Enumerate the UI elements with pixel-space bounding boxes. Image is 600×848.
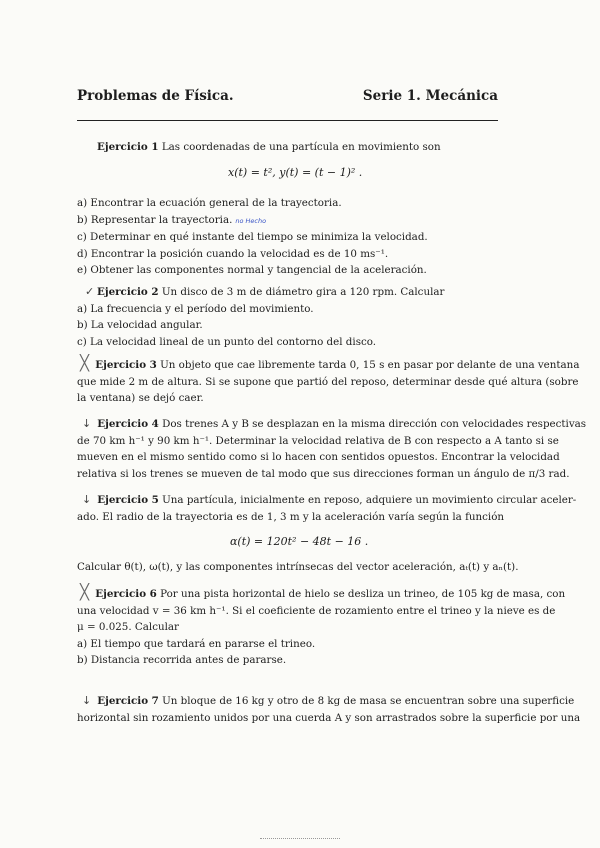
exercise-5-line-3: Calcular θ(t), ω(t), y las componentes intrínsecas del vector aceleración, aₜ(t) y aₙ(t). xyxy=(77,561,519,573)
arrow-mark-icon: ↓ xyxy=(82,493,92,506)
exercise-1-item-b: b) Representar la trayectoria. xyxy=(77,213,233,226)
exercise-3 xyxy=(77,354,580,407)
exercise-1-intro: Las coordenadas de una partícula en movimiento son xyxy=(161,141,441,153)
exercise-3-line-2: que mide 2 m de altura. Si se supone que partió del reposo, determinar desde qué altura (sobre xyxy=(77,375,579,388)
exercise-6-label: Ejercicio 6 xyxy=(95,588,157,600)
exercise-4-line-3: mueven en el mismo sentido como si lo hacen con sentidos opuestos. Encontrar la velocidad xyxy=(77,451,560,463)
course-title: Problemas de Física. xyxy=(77,88,234,104)
exercise-3-line-1: Un objeto que cae libremente tarda 0, 15 s en pasar por delante de una ventana xyxy=(160,359,580,371)
series-title: Serie 1. Mecánica xyxy=(362,88,498,104)
exercise-1-items xyxy=(77,195,502,279)
exercise-4 xyxy=(77,416,587,482)
exercise-7 xyxy=(77,693,581,726)
cross-mark-icon: ╳ xyxy=(80,354,90,372)
exercise-1-label: Ejercicio 1 xyxy=(97,141,159,153)
exercise-2-item-c: c) La velocidad lineal de un punto del contorno del disco. xyxy=(77,335,377,348)
arrow-mark-icon: ↓ xyxy=(82,417,92,430)
exercise-3-label: Ejercicio 3 xyxy=(95,359,157,371)
handwritten-note: no Hecho xyxy=(235,216,267,225)
exercise-7-line-2: horizontal sin rozamiento unidos por una cuerda A y son arrastrados sobre la superficie por una xyxy=(77,711,581,724)
exercise-4-line-2: de 70 km h⁻¹ y 90 km h⁻¹. Determinar la velocidad relativa de B con respecto a A tanto si se xyxy=(77,434,559,447)
exercise-1-item-e: e) Obtener las componentes normal y tangencial de la aceleración. xyxy=(77,264,427,276)
exercise-1-item-b-row xyxy=(77,212,502,230)
exercise-5-line-2: ado. El radio de la trayectoria es de 1, 3 m y la aceleración varía según la función xyxy=(77,510,505,523)
exercise-7-line-1: Un bloque de 16 kg y otro de 8 kg de masa se encuentran sobre una superficie xyxy=(162,695,575,707)
exercise-5-formula: α(t) = 120t² − 48t − 16 . xyxy=(230,535,369,548)
exercise-6-line-2: una velocidad v = 36 km h⁻¹. Si el coeficiente de rozamiento entre el trineo y la nieve es de xyxy=(77,604,556,617)
arrow-mark-icon: ↓ xyxy=(82,694,92,707)
exercise-3-line-3: la ventana) se dejó caer. xyxy=(77,392,204,404)
exercise-1 xyxy=(77,139,502,156)
cross-mark-icon: ╳ xyxy=(80,583,90,601)
scan-artifact xyxy=(260,838,340,839)
exercise-6 xyxy=(77,583,566,669)
page-header xyxy=(77,88,498,104)
exercise-5-after xyxy=(77,559,519,576)
exercise-1-item-c: c) Determinar en qué instante del tiempo se minimiza la velocidad. xyxy=(77,231,428,243)
exercise-6-item-b: b) Distancia recorrida antes de pararse. xyxy=(77,654,287,666)
exercise-2-label: Ejercicio 2 xyxy=(97,286,159,298)
exercise-5-line-1: Una partícula, inicialmente en reposo, adquiere un movimiento circular aceler- xyxy=(162,494,577,506)
exercise-2-intro: Un disco de 3 m de diámetro gira a 120 rpm. Calcular xyxy=(161,286,445,298)
check-mark-icon: ✓ xyxy=(85,285,95,298)
exercise-2-item-b: b) La velocidad angular. xyxy=(77,319,203,331)
exercise-6-line-1: Por una pista horizontal de hielo se desliza un trineo, de 105 kg de masa, con xyxy=(160,588,566,600)
exercise-2 xyxy=(77,284,502,350)
exercise-7-label: Ejercicio 7 xyxy=(97,695,159,707)
exercise-4-line-1: Dos trenes A y B se desplazan en la misma dirección con velocidades respectivas xyxy=(162,418,587,430)
exercise-2-item-a: a) La frecuencia y el período del movimiento. xyxy=(77,302,314,315)
exercise-1-item-a: a) Encontrar la ecuación general de la trayectoria. xyxy=(77,197,342,209)
header-rule xyxy=(77,120,498,121)
exercise-1-formula: x(t) = t², y(t) = (t − 1)² . xyxy=(228,166,363,179)
exercise-4-label: Ejercicio 4 xyxy=(97,418,159,430)
exercise-6-item-a: a) El tiempo que tardará en pararse el trineo. xyxy=(77,637,316,650)
exercise-6-line-3: μ = 0.025. Calcular xyxy=(77,621,179,633)
exercise-4-line-4: relativa si los trenes se mueven de tal modo que sus direcciones forman un ángulo de π/3 rad. xyxy=(77,467,570,480)
exercise-1-item-d: d) Encontrar la posición cuando la velocidad es de 10 ms⁻¹. xyxy=(77,247,389,260)
exercise-5 xyxy=(77,492,577,525)
exercise-5-label: Ejercicio 5 xyxy=(97,494,159,506)
